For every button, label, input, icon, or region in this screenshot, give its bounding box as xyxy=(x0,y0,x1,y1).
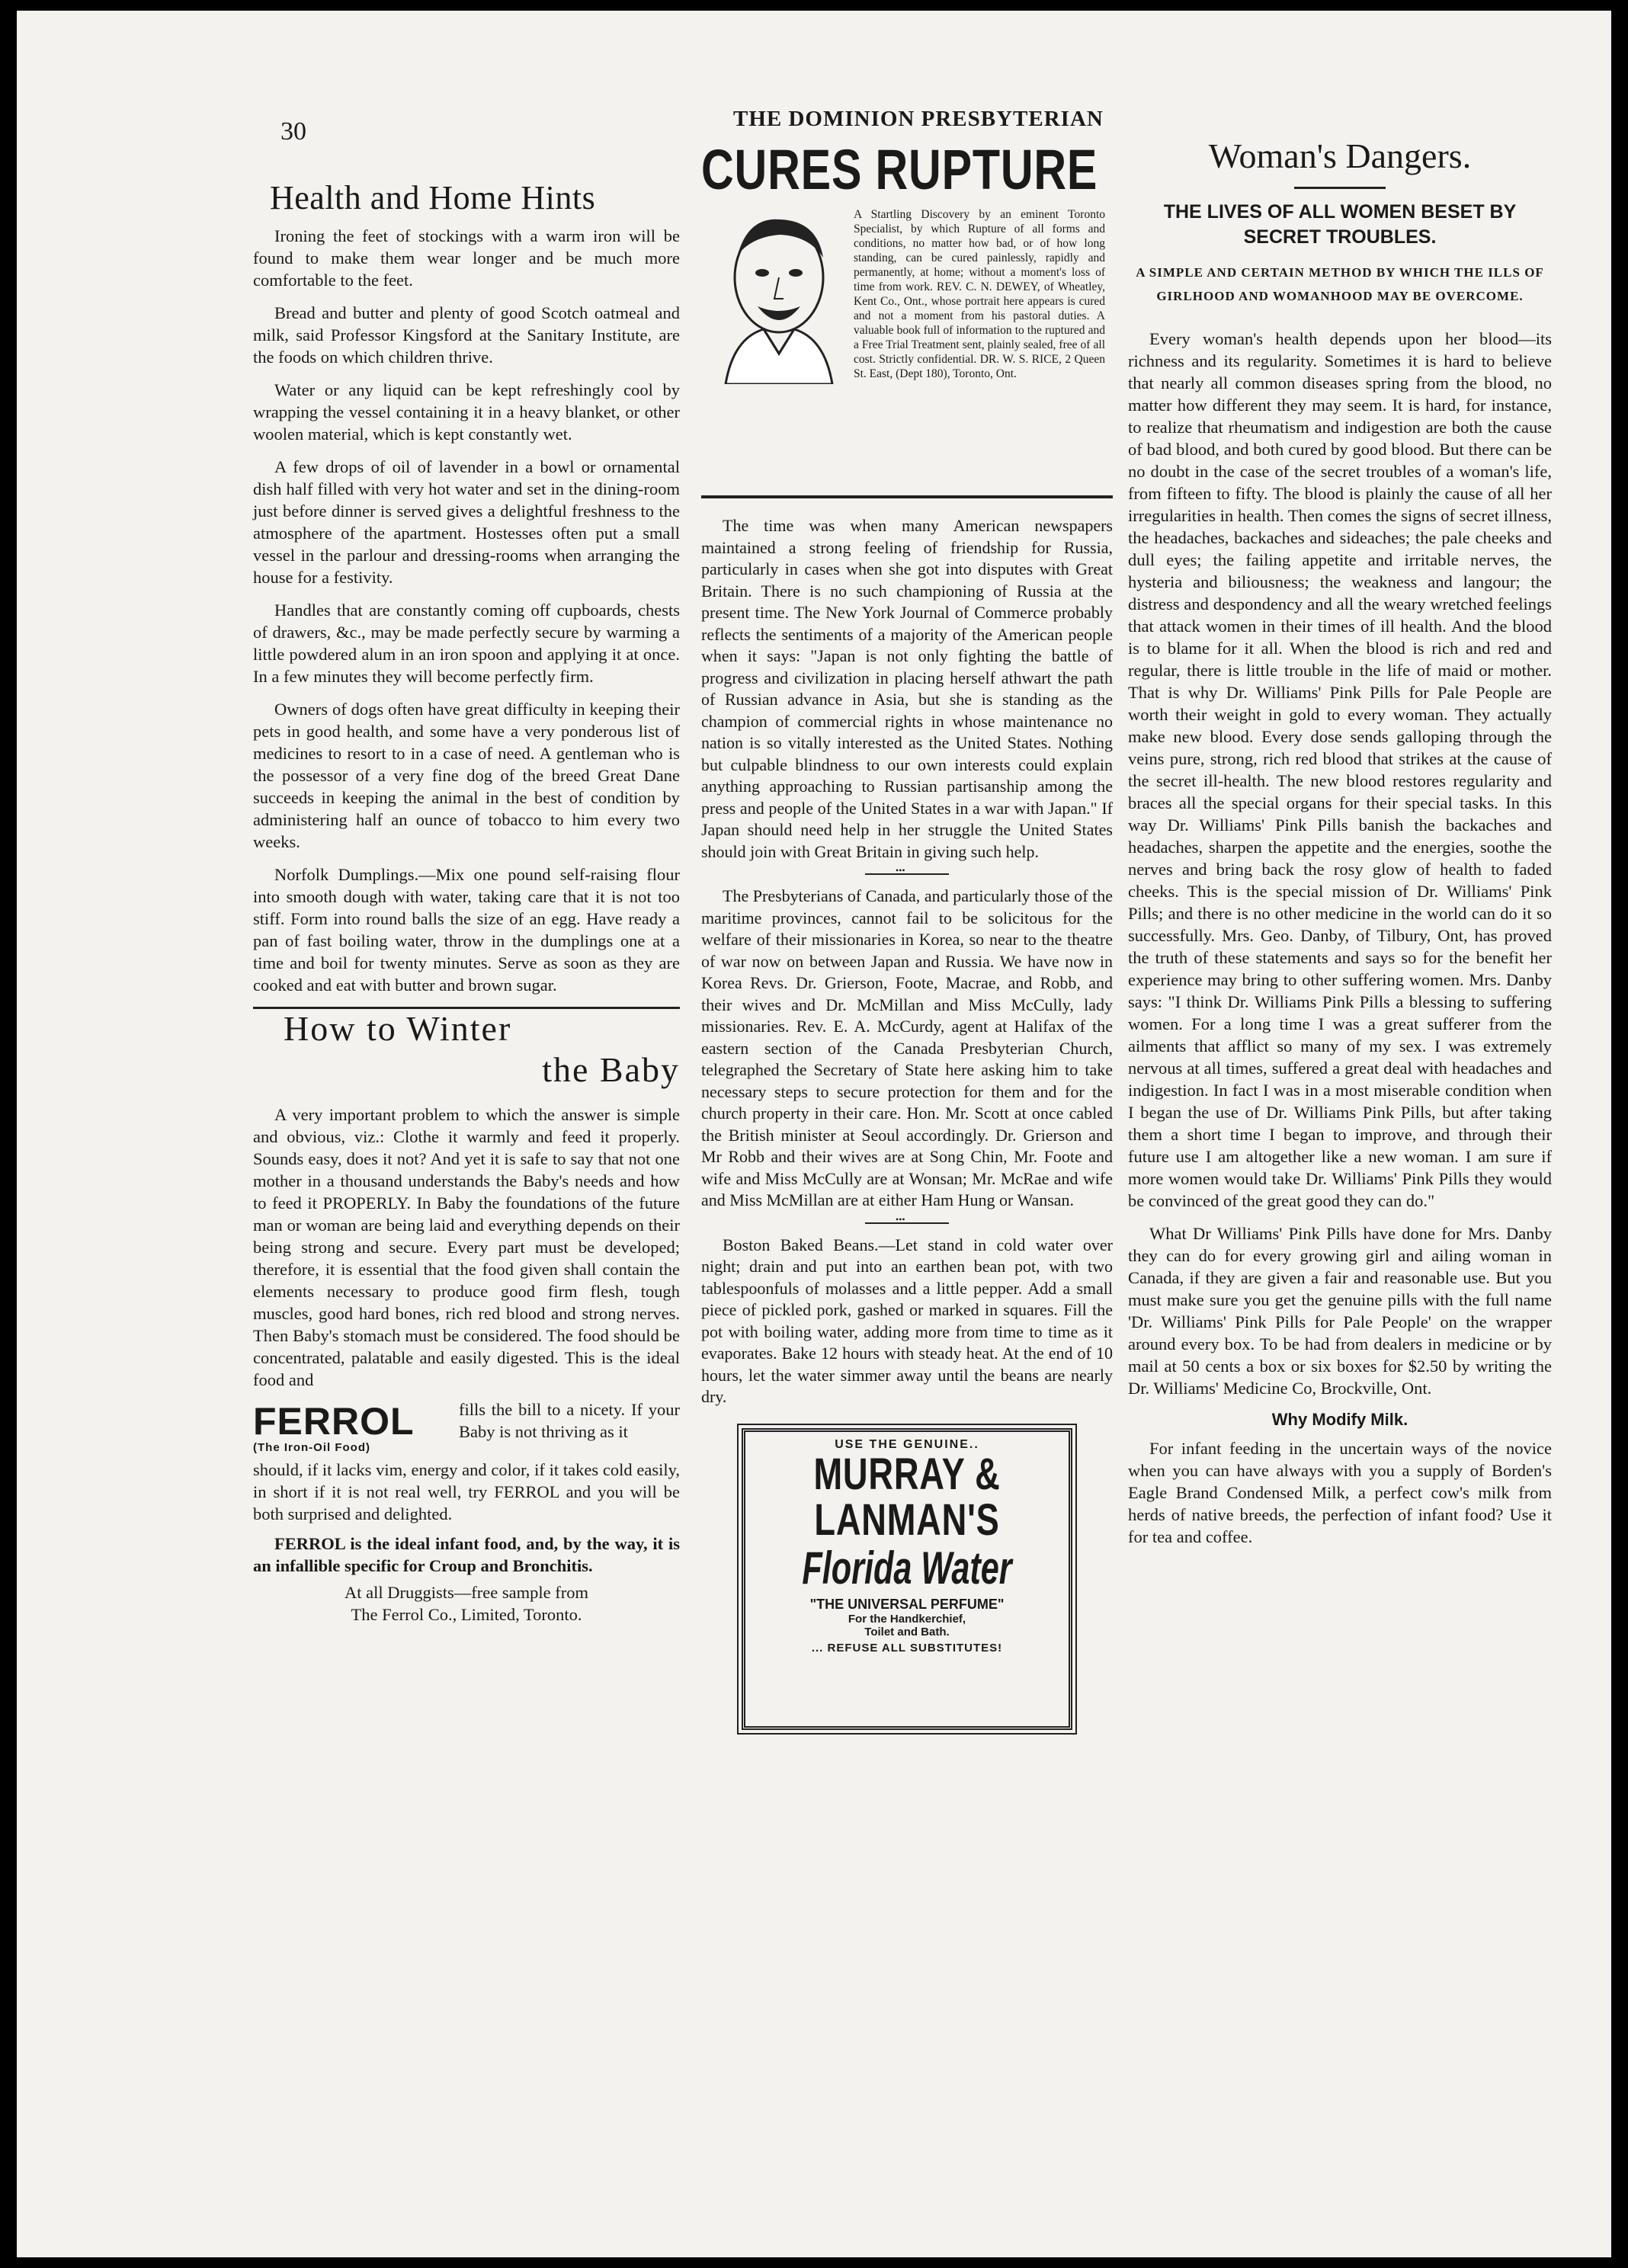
why-modify-milk-paragraph: For infant feeding in the uncertain ways of the novice when you can have always with you a supply of Borden's Eagle Brand Condensed Milk, a perfect cow's milk from herds of native breeds, the perfection of infant food? Use it for tea and coffee. xyxy=(1128,1439,1552,1546)
portrait-illustration xyxy=(710,209,848,384)
health-home-hints-title: Health and Home Hints xyxy=(270,179,596,216)
hint-paragraph: Bread and butter and plenty of good Scotch oatmeal and milk, said Professor Kingsford at the Sanitary Institute, are the foods on which children thrive. xyxy=(253,303,680,367)
cures-rupture-title: CURES RUPTURE xyxy=(701,138,1098,201)
ferrol-company: The Ferrol Co., Limited, Toronto. xyxy=(351,1605,582,1624)
ferrol-logo: FERROL xyxy=(253,1400,415,1443)
murray-use-genuine: USE THE GENUINE.. xyxy=(835,1437,979,1451)
ferrol-body: should, if it lacks vim, energy and color, if it takes cold easily, in short if it is not real well, try FERROL and you will be both surprised and delighted. xyxy=(253,1460,680,1523)
ferrol-side-text: fills the bill to a nicety. If your Baby is not thriving as it xyxy=(459,1400,680,1441)
why-modify-milk-title: Why Modify Milk. xyxy=(1271,1410,1408,1429)
womans-dangers-subtitle-2: A SIMPLE AND CERTAIN METHOD BY WHICH THE ILLS OF GIRLHOOD AND WOMANHOOD MAY BE OVERCOME. xyxy=(1136,265,1544,303)
murray-line2: LANMAN'S xyxy=(814,1494,1000,1545)
article-paragraph: The Presbyterians of Canada, and particularly those of the maritime provinces, cannot fail to be solicitous for the welfare of their missionaries in Korea, so near to the theatre of war now on between Japan and Russia. We have now in Korea Revs. Dr. Grierson, Foote, Macrae, and Robb, and their wives and Dr. McMillan and Miss McCully, lady missionaries. Rev. E. A. McCurdy, agent at Halifax of the eastern section of the Canada Presbyterian Church, telegraphed the Secretary of State here asking him to take necessary steps to secure protection for them and for the church property in their care. Hon. Mr. Scott at once cabled the British minister at Seoul accordingly. Dr. Grierson and Mr Robb and their wives are at Song Chin, Mr. Foote and wife and Miss McCully are at Wonsan; Mr. McRae and wife and Miss McMillan are at either Ham Hung or Wansan. xyxy=(701,886,1113,1209)
hint-paragraph: Handles that are constantly coming off cupboards, chests of drawers, &c., may be made perfectly secure by warming a little powdered alum in an iron spoon and applying it at once. In a few minutes they will become perfectly firm. xyxy=(253,601,680,686)
murray-tagline: "THE UNIVERSAL PERFUME" xyxy=(809,1596,1005,1612)
hint-paragraph: A few drops of oil of lavender in a bowl or ornamental dish half filled with very hot water and set in the dining-room just before dinner is served gives a delightful freshness to the atmosphere of the apartment. Hostesses often put a small vessel in the parlour and dressing-rooms when arranging the house for a festivity. xyxy=(253,457,680,587)
article-paragraph: Boston Baked Beans.—Let stand in cold water over night; drain and put into an earthen bean pot, with two tablespoonfuls of molasses and a little pepper. Add a small piece of pickled pork, gashed or marked in squares. Fill the pot with boiling water, adding more from time to time as it evaporates. Bake 12 hours with steady heat. At the end of 10 hours, let the water simmer away until the beans are nearly dry. xyxy=(701,1235,1113,1406)
ferrol-body-2: FERROL is the ideal infant food, and, by the way, it is an infallible specific for Croup and Bronchitis. xyxy=(253,1534,680,1575)
title-rule xyxy=(1294,187,1386,189)
womans-dangers-subtitle: THE LIVES OF ALL WOMEN BESET BY SECRET TROUBLES. xyxy=(1163,201,1517,248)
murray-lanman-ad xyxy=(742,1428,1072,1730)
article-paragraph: Every woman's health depends upon her blood—its richness and its regularity. Sometimes it is hard to believe that nearly all common diseases spring from the blood, no matter how different they may seem. It is hard, for instance, to realize that rheumatism and indigestion are both the cause of bad blood, and both cured by good blood. But there can be no doubt in the case of the secret troubles of a woman's life, from fifteen to fifty. The blood is plainly the cause of all her irregularities in health. Then comes the signs of secret illness, the headaches, backaches and sideaches; the pale cheeks and dull eyes; the failing appetite and irritable nerves, the hysteria and biliousness; the weakness and langour; the distress and despondency and all the weary wretched feelings that attack women in their times of ill health. And the blood is to blame for it all. When the blood is rich and red and regular, there is little trouble in the life of maid or mother. That is why Dr. Williams' Pink Pills for Pale People are worth their weight in gold to every woman. They actually make new blood. Every dose sends galloping through the veins pure, strong, rich red blood that strikes at the cause of the secret ill-health. The new blood restores regularity and braces all the special organs for their special tasks. In this way Dr. Williams' Pink Pills banish the backaches and headaches, sharpen the appetite and the energies, soothe the nerves and bring back the rosy glow of health to faded cheeks. This is the special mission of Dr. Williams' Pink Pills; and there is no other medicine in the world can do it so successfully. Mrs. Geo. Danby, of Tilbury, Ont, has proved the truth of these statements and says so for the benefit her experience may bring to other suffering women. Mrs. Danby says: "I think Dr. Williams Pink Pills a blessing to suffering women. For a long time I was a great sufferer from the ailments that afflict so many of my sex. I was extremely nervous at all times, suffered a great deal with headaches and indigestion. In fact I was in a most miserable condition when I began the use of Dr. Williams Pink Pills, but after taking them a short time I began to improve, and through their future use I am altogether like a new woman. I am sure if more women would take Dr. Williams' Pink Pills they would be convinced of the great good they can do." xyxy=(1128,329,1552,1210)
womans-dangers-title: Woman's Dangers. xyxy=(1208,136,1472,175)
murray-refuse: ... REFUSE ALL SUBSTITUTES! xyxy=(811,1641,1003,1655)
murray-florida-water: Florida Water xyxy=(802,1542,1012,1594)
winter-baby-title-line1: How to Winter xyxy=(284,1009,512,1048)
ferrol-druggists: At all Druggists—free sample from xyxy=(345,1583,588,1602)
murray-line1: MURRAY & xyxy=(813,1449,1001,1499)
page-number: 30 xyxy=(280,117,306,146)
left-column xyxy=(253,178,680,1626)
running-header: THE DOMINION PRESBYTERIAN xyxy=(733,107,1104,131)
section-divider xyxy=(865,1222,949,1228)
winter-paragraph: A very important problem to which the answer is simple and obvious, viz.: Clothe it warmly and feed it properly. Sounds easy, does it not? And yet it is safe to say that not one mother in a thousand understands the Baby's needs and how to feed it PROPERLY. In Baby the foundations of the future man or woman are being laid and everything depends on their being strong and secure. Every part must be developed; therefore, it is essential that the food given shall contain the elements necessary to produce good firm flesh, tough muscles, good hard bones, rich red blood and strong nerves. Then Baby's stomach must be considered. The food should be concentrated, palatable and easily digested. This is the ideal food and xyxy=(253,1105,680,1389)
hint-paragraph: Ironing the feet of stockings with a warm iron will be found to make them wear longer and be much more comfortable to the feet. xyxy=(253,226,680,290)
winter-baby-title-line2: the Baby xyxy=(542,1050,680,1089)
murray-for-line2: Toilet and Bath. xyxy=(864,1625,950,1639)
cures-rupture-text: A Startling Discovery by an eminent Toronto Specialist, by which Rupture of all forms and conditions, no matter how bad, or of how long standing, can be cured painlessly, rapidly and permanently, at home; without a moment's loss of time from work. REV. C. N. DEWEY, of Wheatley, Kent Co., Ont., whose portrait here appears is cured and not a moment from his pastoral duties. A valuable book full of information to the ruptured and a Free Trial Treatment sent, plainly sealed, free of all cost. Strictly confidential. DR. W. S. RICE, 2 Queen St. East, (Dept 180), Toronto, Ont. xyxy=(854,208,1105,380)
ferrol-subtitle: (The Iron-Oil Food) xyxy=(253,1441,370,1454)
ferrol-ad xyxy=(253,1401,680,1454)
hint-paragraph: Water or any liquid can be kept refreshingly cool by wrapping the vessel containing it in a heavy blanket, or other woolen material, which is kept constantly wet. xyxy=(253,380,680,444)
hint-paragraph: Owners of dogs often have great difficulty in keeping their pets in good health, and some have a very ponderous list of medicines to resort to in a case of need. A gentleman who is the possessor of a very fine dog of the breed Great Dane succeeds in keeping the animal in the best of condition by administering half an ounce of tobacco to him every two weeks. xyxy=(253,700,680,851)
newspaper-page xyxy=(17,11,1611,2257)
cures-rupture-ad xyxy=(701,137,1113,498)
middle-column xyxy=(701,138,1113,1730)
hint-paragraph: Norfolk Dumplings.—Mix one pound self-raising flour into smooth dough with water, taking care that it is not too stiff. Form into round balls the size of an egg. Have ready a pan of fast boiling water, throw in the dumplings one at a time and boil for twenty minutes. Serve as soon as they are cooked and eat with butter and brown sugar. xyxy=(253,865,680,995)
right-column xyxy=(1128,136,1552,1558)
article-paragraph: What Dr Williams' Pink Pills have done for Mrs. Danby they can do for every growing girl and ailing woman in Canada, if they are given a fair and reasonable use. But you must make sure you get the genuine pills with the full name 'Dr. Williams' Pink Pills for Pale People' on the wrapper around every box. To be had from dealers in medicine or by mail at 50 cents a box or six boxes for $2.50 by writing the Dr. Williams' Medicine Co, Brockville, Ont. xyxy=(1128,1224,1552,1398)
section-divider xyxy=(865,873,949,879)
article-paragraph: The time was when many American newspapers maintained a strong feeling of friendship for Russia, particularly in cases when she got into disputes with Great Britain. There is no such championing of Russia at the present time. The New York Journal of Commerce probably reflects the sentiments of a majority of the American people when it says: "Japan is not only fighting the battle of progress and civilization in placing herself athwart the path of Russian advance in Asia, but she is standing as the champion of commercial rights in whose maintenance no nation is so vitally interested as the United States. Nothing but culpable blindness to our own interests could explain anything approaching to Russian partisanship among the press and people of the United States in a war with Japan." If Japan should need help in her struggle the United States should join with Great Britain in giving such help. xyxy=(701,516,1113,861)
murray-for-line1: For the Handkerchief, xyxy=(848,1612,966,1626)
